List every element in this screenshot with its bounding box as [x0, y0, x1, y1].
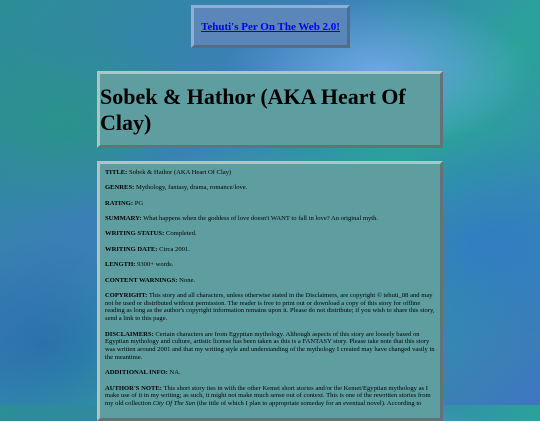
field-value: Circa 2001. [159, 245, 190, 253]
field-label: ADDITIONAL INFO: [105, 369, 168, 377]
field-title [105, 169, 435, 177]
title-panel [97, 71, 443, 148]
field-value: This short story ties in with the other Kemet short stories and/or the Kemet/Egyptian mythology as I make use of it in my writing; as such, it might not make much sense out of context. This is one of the rewritten stories from my old collection [105, 384, 431, 408]
field-rating [105, 200, 435, 208]
field-value: What happens when the goddess of love doesn't WANT to fall in love? An original myth. [143, 215, 379, 223]
page-title: Sobek & Hathor (AKA Heart Of Clay) [100, 83, 406, 135]
field-label: CONTENT WARNINGS: [105, 276, 178, 284]
field-writing-status [105, 230, 435, 238]
field-value: Completed. [165, 230, 197, 238]
field-value-continued: (the title of which I plan to appropriate someday for an eventual novel). According to [196, 400, 422, 408]
field-value: This story and all characters, unless otherwise stated in the Disclaimers, are copyright © tehuti_88 and may not be used or distributed without permission. The reader is free to print out or download a copy of this story for offline reading as long as the author's copyright information remains upon it. Please do not distribute; if you wish to share this story, send a link to this page. [105, 291, 435, 323]
field-value: NA. [169, 369, 181, 377]
field-content-warnings [105, 277, 435, 285]
field-value: None. [179, 276, 196, 284]
book-title: City Of The Sun [152, 400, 196, 408]
field-disclaimers [105, 331, 435, 362]
field-label: WRITING DATE: [105, 245, 158, 253]
field-value: Sobek & Hathor (AKA Heart Of Clay) [129, 169, 232, 176]
home-link[interactable]: Tehuti's Per On The Web 2.0! [201, 20, 340, 33]
field-additional-info [105, 369, 435, 377]
field-genres [105, 184, 435, 192]
field-label: WRITING STATUS: [105, 230, 165, 238]
field-label: DISCLAIMERS: [105, 330, 154, 338]
field-label: SUMMARY: [105, 215, 142, 223]
field-label: LENGTH: [105, 261, 136, 269]
field-label: COPYRIGHT: [105, 291, 148, 299]
field-copyright [105, 292, 435, 323]
field-value: 9300+ words. [137, 261, 174, 269]
home-link-box [191, 5, 350, 48]
story-info-panel [97, 161, 443, 421]
field-label: TITLE: [105, 169, 128, 176]
field-label: AUTHOR'S NOTE: [105, 384, 162, 392]
field-value: PG [134, 199, 144, 207]
field-value: Mythology, fantasy, drama, romance/love. [135, 184, 248, 192]
field-summary [105, 215, 435, 223]
field-label: RATING: [105, 199, 134, 207]
field-length [105, 261, 435, 269]
field-value: Certain characters are from Egyptian mythology. Although aspects of this story are loosely based on Egyptian mythology and culture, artistic license has been taken as this is a FANTASY story. Please take note that this story was written around 2001 and that my writing style and understanding of the mythology I created may have changed vastly in the meantime. [105, 330, 435, 361]
field-label: GENRES: [105, 184, 135, 192]
field-authors-note [105, 385, 435, 408]
field-writing-date [105, 246, 435, 254]
